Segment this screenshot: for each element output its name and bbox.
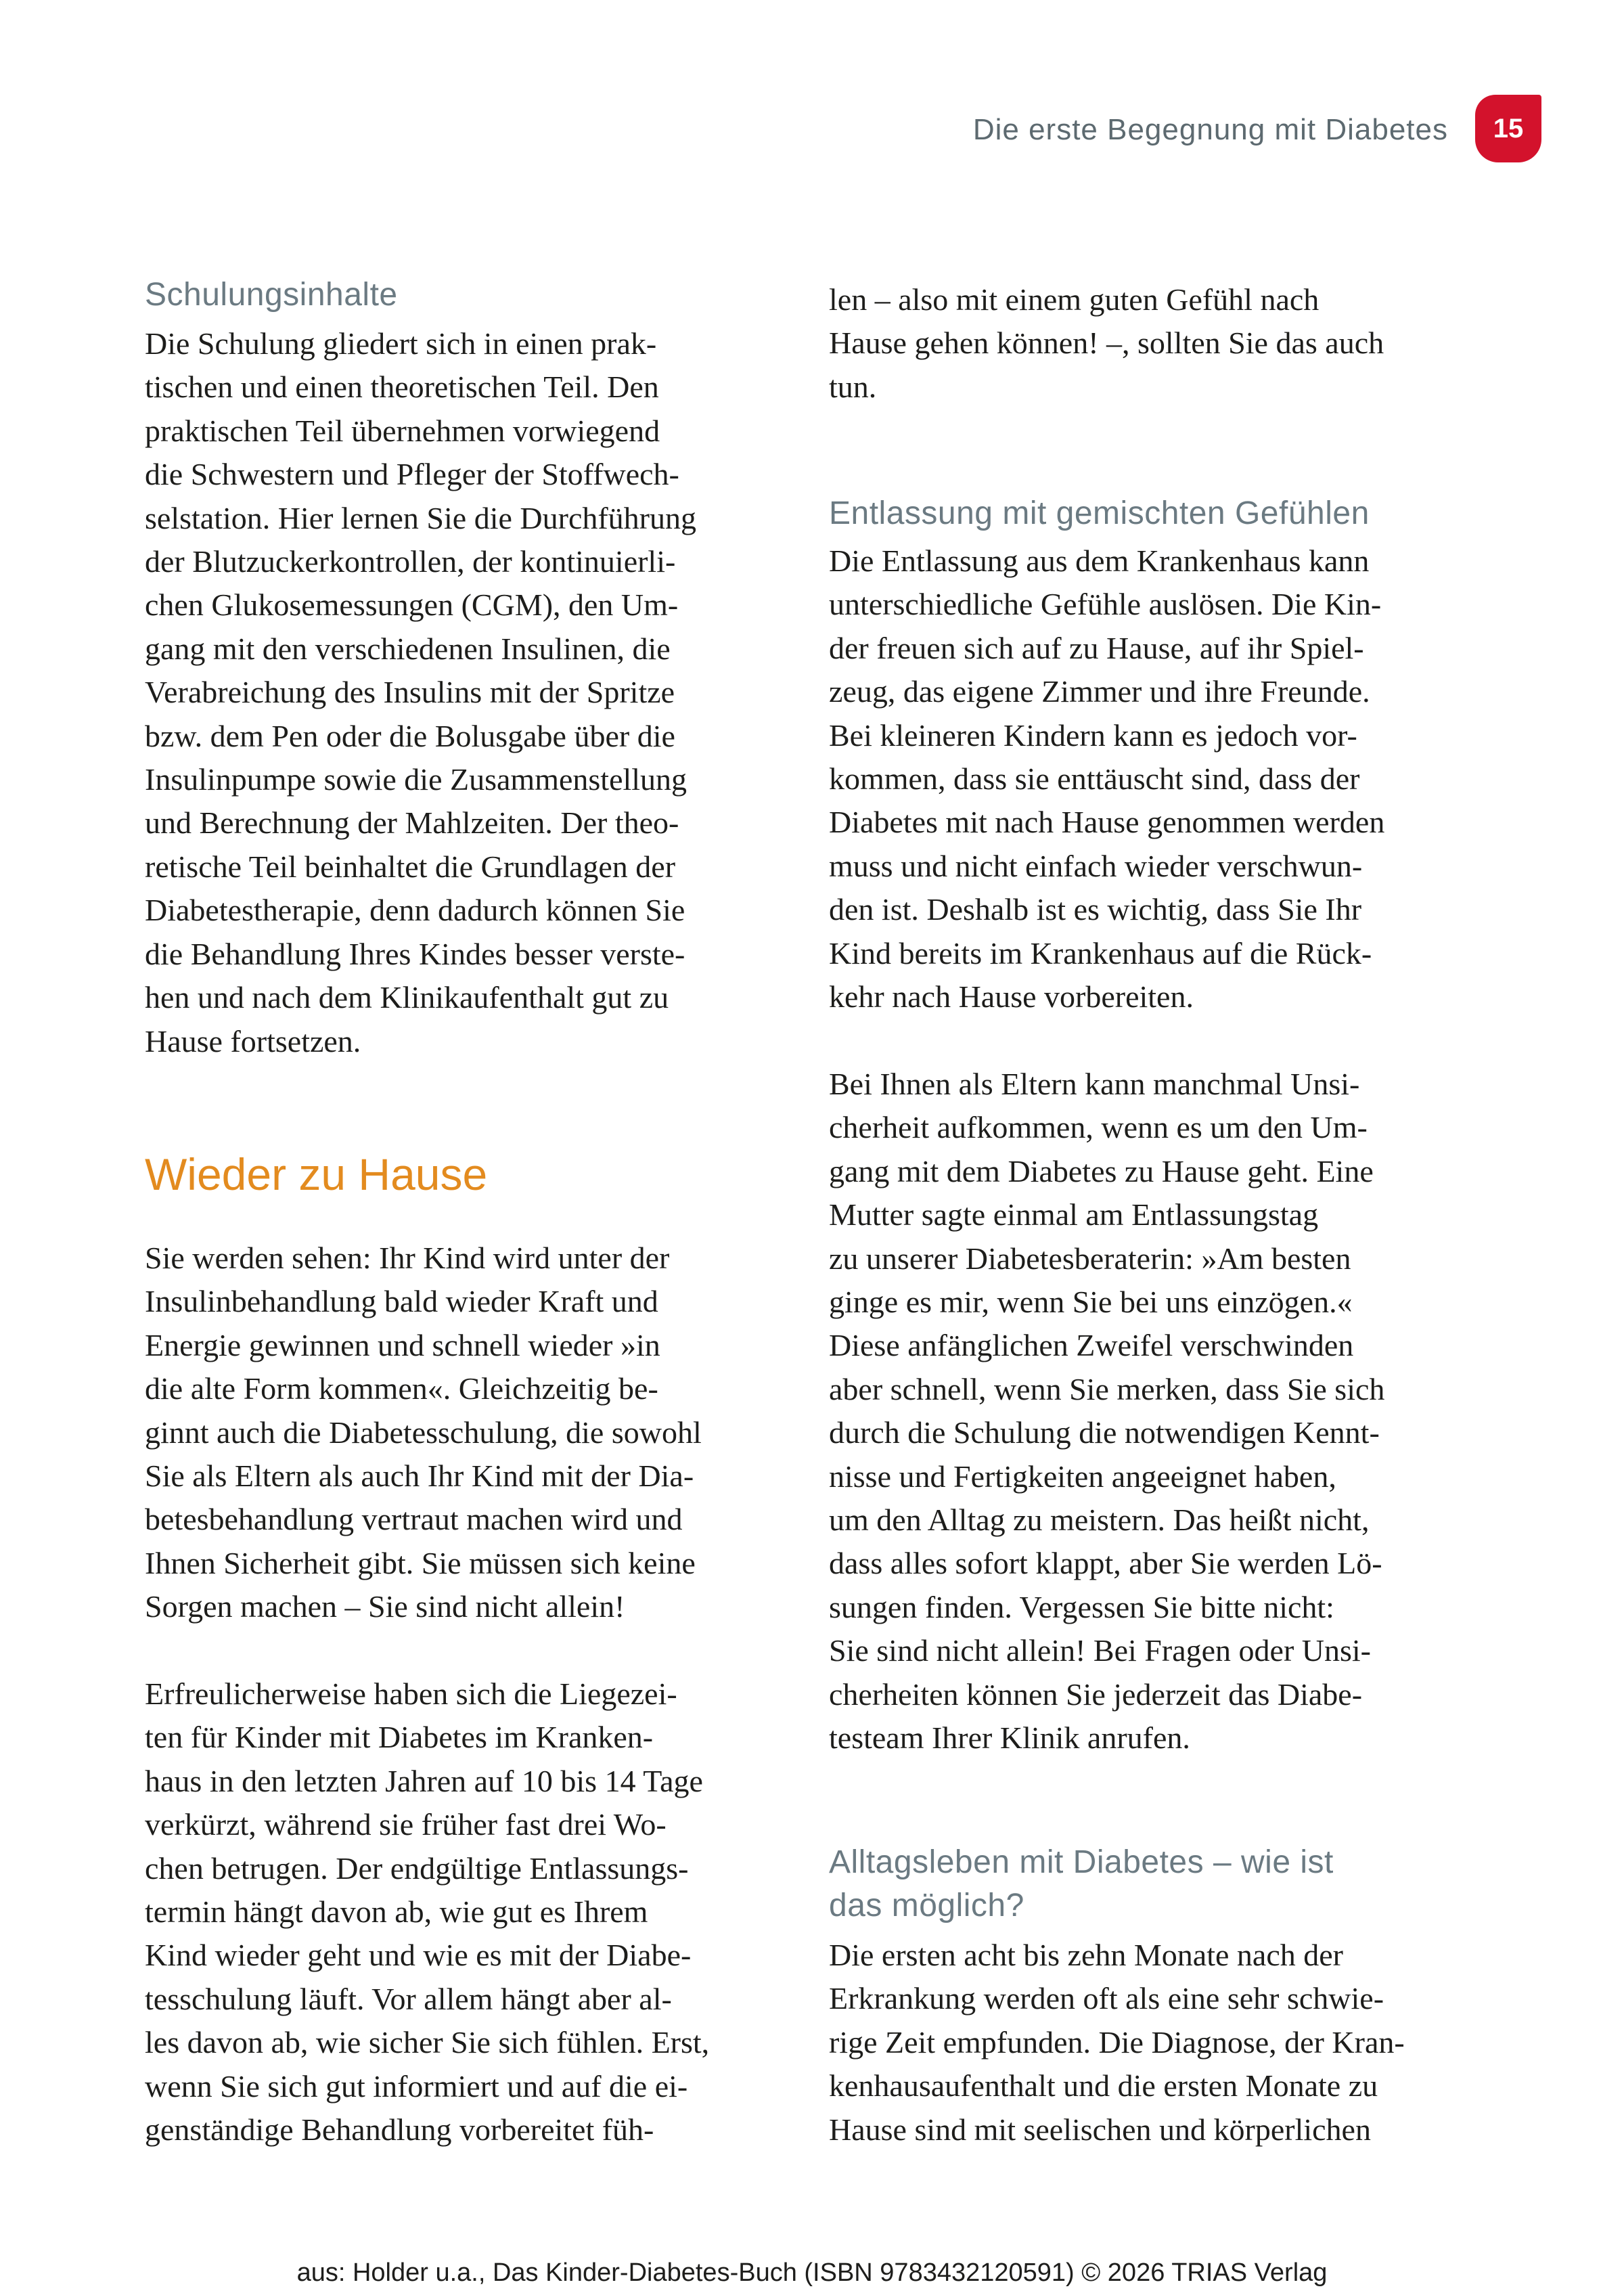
page-number-badge: 15 — [1475, 95, 1541, 162]
subheading-schulungsinhalte: Schulungsinhalte — [145, 277, 398, 313]
source-footer: aus: Holder u.a., Das Kinder-Diabetes-Buch (ISBN 9783432120591) © 2026 TRIAS Verlag — [296, 2258, 1328, 2287]
paragraph: Sie werden sehen: Ihr Kind wird unter der Insulinbehandlung bald wieder Kraft und Energie gewinnen und schnell wieder »in die alte Form kommen«. Gleichzeitig be- ginnt auch die Diabetesschulung, die sowohl Sie als Eltern als auch Ihr Kind mit der Dia- betesbehandlung vertraut machen wird und Ihnen Sicherheit gibt. Sie müssen sich keine Sorgen machen – Sie sind nicht allein! — [145, 1241, 702, 1624]
paragraph: Erfreulicherweise haben sich die Liegezei- ten für Kinder mit Diabetes im Kranken- haus in den letzten Jahren auf 10 bis 14 Tage verkürzt, während sie früher fast drei Wo- chen betrugen. Der endgültige Entlassungs- termin hängt davon ab, wie gut es Ihrem Kind wieder geht und wie es mit der Diabe- tesschulung läuft. Vor allem hängt aber al- les davon ab, wie sicher Sie sich fühlen. Erst, wenn Sie sich gut informiert und auf die ei- genständige Behandlung vorbereitet füh- — [145, 1676, 710, 2147]
subheading-entlassung: Entlassung mit gemischten Gefühlen — [829, 495, 1370, 531]
subheading-alltagsleben: Alltagsleben mit Diabetes – wie ist das möglich? — [829, 1844, 1334, 1924]
paragraph: Die Entlassung aus dem Krankenhaus kann unterschiedliche Gefühle auslösen. Die Kin- der freuen sich auf zu Hause, auf ihr Spiel- zeug, das eigene Zimmer und ihre Freunde. Bei kleineren Kindern kann es jedoch vor- kommen, dass sie enttäuscht sind, dass der Diabetes mit nach Hause genommen werden muss und nicht einfach wieder verschwun- den ist. Deshalb ist es wichtig, dass Sie Ihr Kind bereits im Krankenhaus auf die Rück- kehr nach Hause vorbereiten. — [829, 543, 1385, 1015]
running-header: Die erste Begegnung mit Diabetes — [972, 113, 1448, 146]
paragraph: Die ersten acht bis zehn Monate nach der Erkrankung werden oft als eine sehr schwie- rige Zeit empfunden. Die Diagnose, der Kran- kenhausaufenthalt und die ersten Monate zu Hause sind mit seelischen und körperlichen — [829, 1938, 1405, 2147]
section-title: Wieder zu Hause — [145, 1149, 488, 1199]
paragraph: Die Schulung gliedert sich in einen prak- tischen und einen theoretischen Teil. Den praktischen Teil übernehmen vorwiegend die Schwestern und Pfleger der Stoffwech- selstation. Hier lernen Sie die Durchführung der Blutzuckerkontrollen, der kontinuierli- chen Glukosemessungen (CGM), den Um- gang mit den verschiedenen Insulinen, die Verabreichung des Insulins mit der Spritze bzw. dem Pen oder die Bolusgabe über die Insulinpumpe sowie die Zusammenstellung und Berechnung der Mahlzeiten. Der theo- retische Teil beinhaltet die Grundlagen der Diabetestherapie, denn dadurch können Sie die Behandlung Ihres Kindes besser verste- hen und nach dem Klinikaufenthalt gut zu Hause fortsetzen. — [145, 326, 696, 1059]
paragraph: len – also mit einem guten Gefühl nach Hause gehen können! –, sollten Sie das auch tun. — [829, 282, 1384, 404]
paragraph: Bei Ihnen als Eltern kann manchmal Unsi- cherheit aufkommen, wenn es um den Um- gang mit dem Diabetes zu Hause geht. Eine Mutter sagte einmal am Entlassungstag zu unserer Diabetesberaterin: »Am besten ginge es mir, wenn Sie bei uns einzögen.« Diese anfänglichen Zweifel verschwinden aber schnell, wenn Sie merken, dass Sie sich durch die Schulung die notwendigen Kennt- nisse und Fertigkeiten angeeignet haben, um den Alltag zu meistern. Das heißt nicht, dass alles sofort klappt, aber Sie werden Lö- sungen finden. Vergessen Sie bitte nicht: Sie sind nicht allein! Bei Fragen oder Unsi- cherheiten können Sie jederzeit das Diabe- testeam Ihrer Klinik anrufen. — [829, 1067, 1385, 1756]
